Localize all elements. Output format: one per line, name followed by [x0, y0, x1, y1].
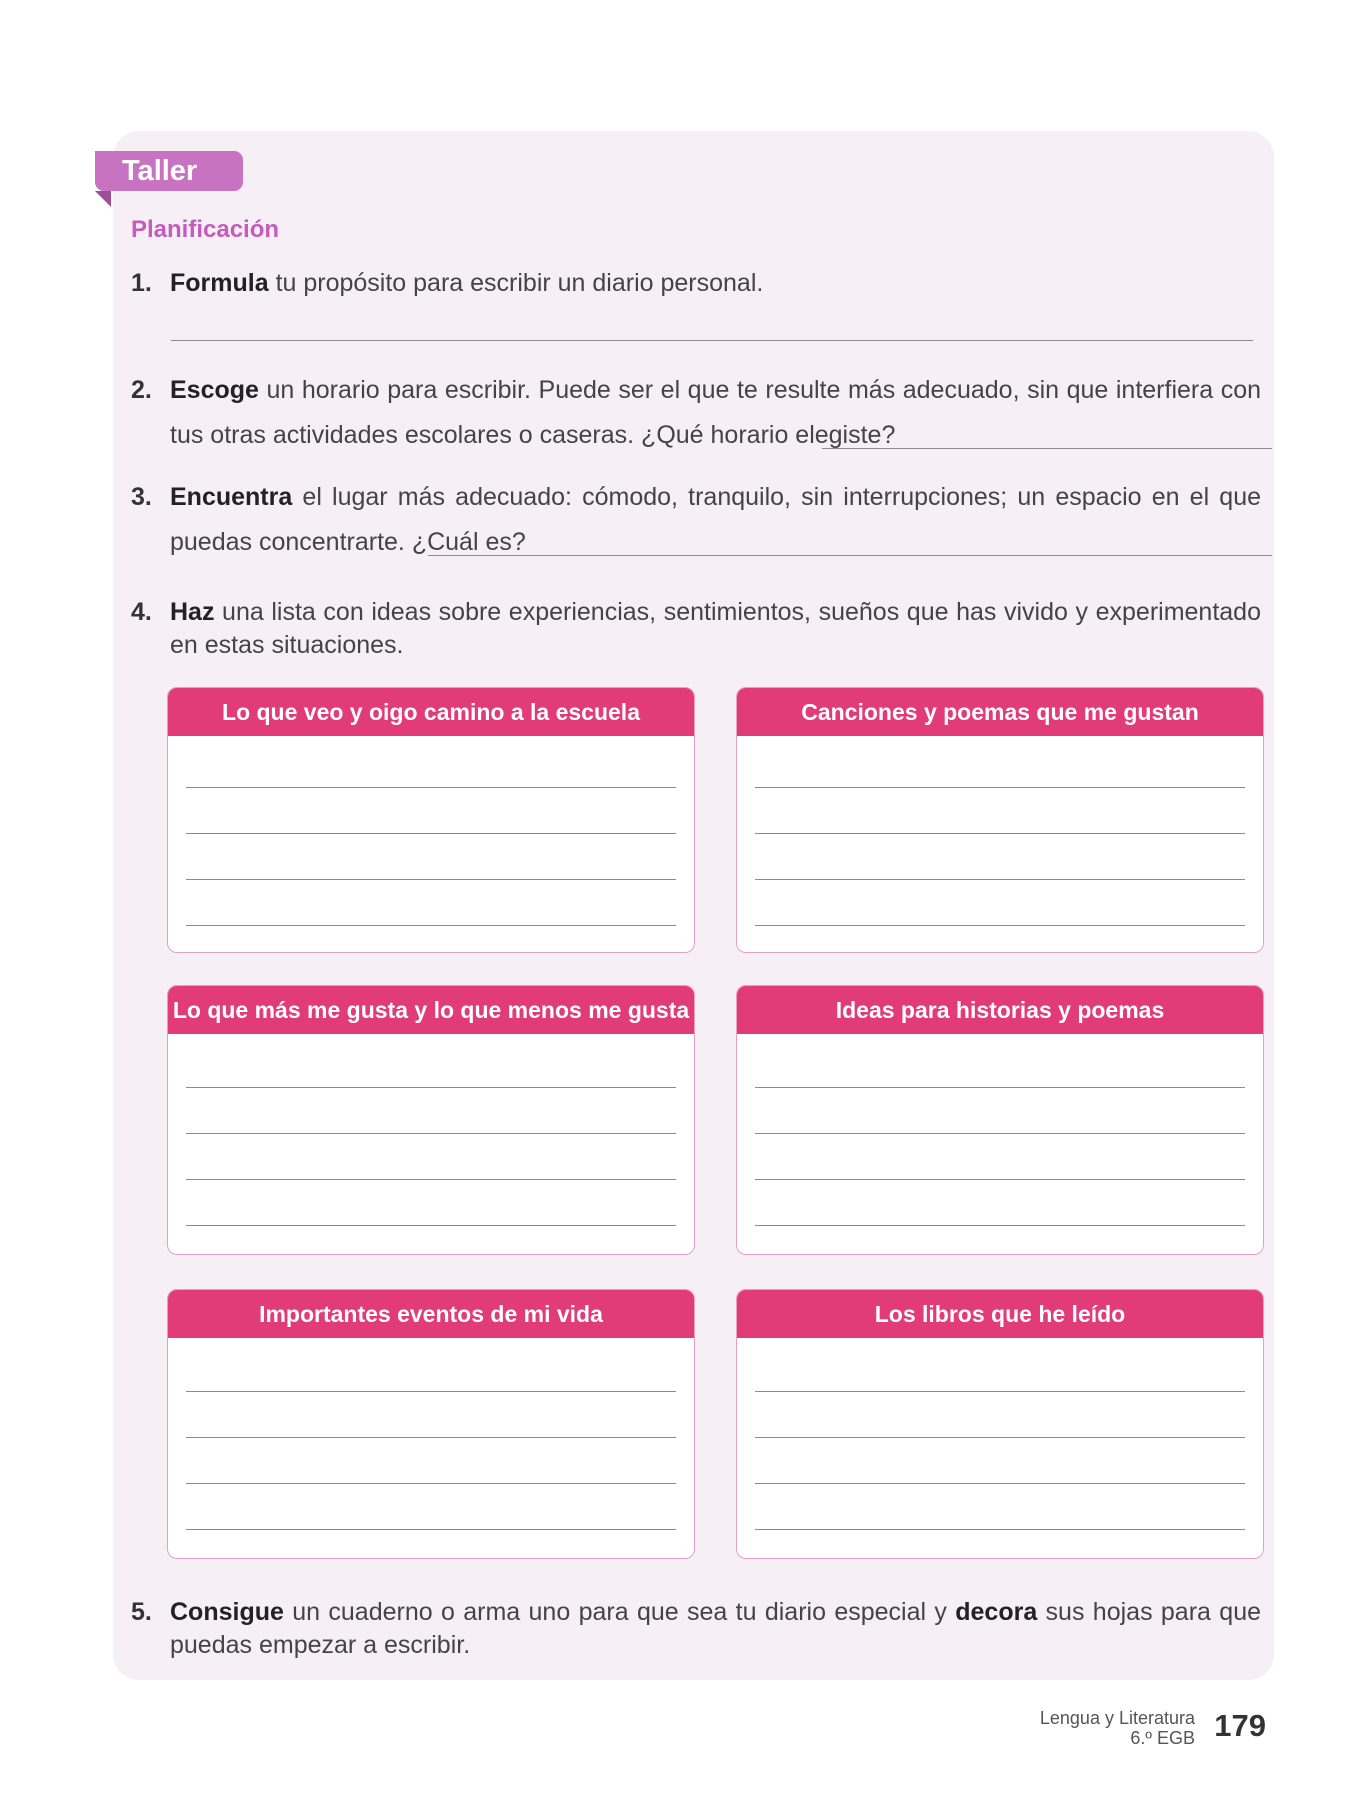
- answer-line-3[interactable]: [428, 555, 1272, 556]
- item-text: un horario para escribir. Puede ser el que te resulte más adecuado, sin que interfiera con tus otras actividades escolares o caseras. ¿Qué horario elegiste?: [170, 376, 1261, 449]
- item-verb: Consigue: [170, 1598, 284, 1626]
- writing-line[interactable]: [186, 1529, 676, 1530]
- idea-box-title: Importantes eventos de mi vida: [168, 1290, 694, 1338]
- writing-line[interactable]: [755, 879, 1245, 880]
- item-3: [131, 475, 1261, 565]
- idea-box: [167, 985, 695, 1255]
- writing-line[interactable]: [186, 1437, 676, 1438]
- item-text: tu propósito para escribir un diario personal.: [268, 269, 764, 297]
- footer-subject: [1040, 1708, 1195, 1748]
- badge-fold: [95, 191, 111, 207]
- writing-line[interactable]: [186, 1133, 676, 1134]
- writing-line[interactable]: [755, 1437, 1245, 1438]
- writing-line[interactable]: [186, 787, 676, 788]
- item-number: 3.: [131, 483, 152, 511]
- writing-line[interactable]: [755, 1225, 1245, 1226]
- idea-box: [736, 687, 1264, 953]
- writing-line[interactable]: [186, 1087, 676, 1088]
- item-number: 2.: [131, 376, 152, 404]
- item-2: [131, 368, 1261, 458]
- item-text: el lugar más adecuado: cómodo, tranquilo, sin interrupciones; un espacio en el que puedas concentrarte. ¿Cuál es?: [170, 483, 1261, 556]
- item-verb: Escoge: [170, 376, 259, 404]
- writing-line[interactable]: [186, 1179, 676, 1180]
- writing-line[interactable]: [755, 787, 1245, 788]
- idea-box-title: Lo que veo y oigo camino a la escuela: [168, 688, 694, 736]
- item-1: [131, 261, 1261, 306]
- writing-line[interactable]: [186, 1483, 676, 1484]
- answer-line-2[interactable]: [822, 448, 1272, 449]
- writing-line[interactable]: [755, 1391, 1245, 1392]
- writing-line[interactable]: [755, 1087, 1245, 1088]
- subject-name: Lengua y Literatura: [1039, 1708, 1195, 1728]
- page-number: 179: [1214, 1708, 1266, 1743]
- writing-line[interactable]: [186, 925, 676, 926]
- idea-box: [736, 1289, 1264, 1559]
- writing-line[interactable]: [755, 1179, 1245, 1180]
- writing-line[interactable]: [755, 833, 1245, 834]
- item-verb-2: decora: [955, 1598, 1038, 1626]
- idea-box: [736, 985, 1264, 1255]
- writing-line[interactable]: [186, 879, 676, 880]
- writing-line[interactable]: [186, 1225, 676, 1226]
- item-verb: Formula: [170, 269, 269, 297]
- item-5: [131, 1596, 1261, 1662]
- writing-line[interactable]: [186, 1391, 676, 1392]
- workshop-badge: Taller: [95, 151, 243, 191]
- idea-box-title: Lo que más me gusta y lo que menos me gusta: [168, 986, 694, 1034]
- idea-box-title: Los libros que he leído: [737, 1290, 1263, 1338]
- item-number: 4.: [131, 598, 152, 626]
- item-number: 5.: [131, 1598, 152, 1626]
- item-text-2: sus hojas para que puedas empezar a escribir.: [170, 1598, 1261, 1659]
- grade-label: 6.º EGB: [1130, 1728, 1195, 1748]
- idea-box-title: Canciones y poemas que me gustan: [737, 688, 1263, 736]
- item-4: [131, 596, 1261, 662]
- idea-box: [167, 1289, 695, 1559]
- answer-line-1[interactable]: [171, 340, 1253, 341]
- item-number: 1.: [131, 269, 152, 297]
- writing-line[interactable]: [755, 1529, 1245, 1530]
- idea-box-title: Ideas para historias y poemas: [737, 986, 1263, 1034]
- writing-line[interactable]: [186, 833, 676, 834]
- writing-line[interactable]: [755, 1133, 1245, 1134]
- writing-line[interactable]: [755, 925, 1245, 926]
- item-text: una lista con ideas sobre experiencias, sentimientos, sueños que has vivido y experimentado en estas situaciones.: [170, 598, 1261, 659]
- item-verb: Encuentra: [170, 483, 293, 511]
- section-title: Planificación: [131, 216, 280, 243]
- item-text: un cuaderno o arma uno para que sea tu diario especial y: [283, 1598, 956, 1626]
- writing-line[interactable]: [755, 1483, 1245, 1484]
- idea-box: [167, 687, 695, 953]
- item-verb: Haz: [170, 598, 215, 626]
